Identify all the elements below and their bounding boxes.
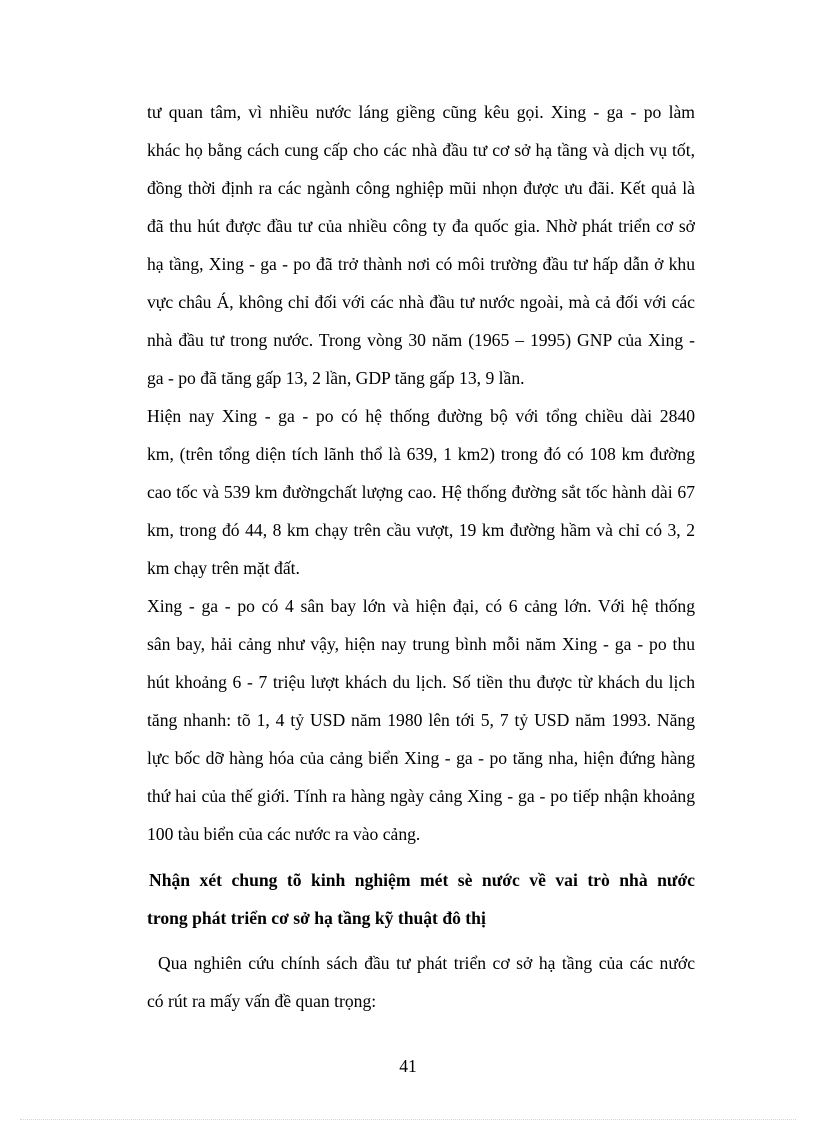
text-line: km chạy trên mặt đất.	[147, 558, 300, 578]
text-line: tư quan tâm, vì nhiều nước láng giềng cũng kêu gọi. Xing - ga - po làm	[147, 102, 695, 122]
text-line: đã thu hút được đầu tư của nhiều công ty đa quốc gia. Nhờ phát triển cơ sở	[147, 216, 695, 236]
heading-line: trong phát triển cơ sở hạ tầng kỹ thuật đô thị	[147, 908, 486, 928]
text-line: sân bay, hải cảng như vậy, hiện nay trung bình mỗi năm Xing - ga - po thu	[147, 634, 695, 654]
text-line: ga - po đã tăng gấp 13, 2 lần, GDP tăng gấp 13, 9 lần.	[147, 368, 525, 388]
text-line: km, (trên tổng diện tích lãnh thổ là 639, 1 km2) trong đó có 108 km đường	[147, 444, 695, 464]
text-line: tăng nhanh: tõ 1, 4 tỷ USD năm 1980 lên tới 5, 7 tỷ USD năm 1993. Năng	[147, 710, 695, 730]
text-line: 100 tàu biển của các nước ra vào cảng.	[147, 824, 421, 844]
page-number: 41	[399, 1056, 417, 1076]
text-line: lực bốc dỡ hàng hóa của cảng biển Xing - ga - po tăng nha, hiện đứng hàng	[147, 748, 695, 768]
text-line: nhà đầu tư trong nước. Trong vòng 30 năm (1965 – 1995) GNP của Xing -	[147, 330, 695, 350]
text-line: Xing - ga - po có 4 sân bay lớn và hiện đại, có 6 cảng lớn. Với hệ thống	[147, 596, 695, 616]
text-line: km, trong đó 44, 8 km chạy trên cầu vượt, 19 km đường hầm và chỉ có 3, 2	[147, 520, 695, 540]
text-line: Qua nghiên cứu chính sách đầu tư phát triển cơ sở hạ tầng của các nước	[158, 953, 695, 973]
footer-divider	[20, 1119, 796, 1120]
text-line: đồng thời định ra các ngành công nghiệp mũi nhọn được ưu đãi. Kết quả là	[147, 178, 695, 198]
text-line: thứ hai của thế giới. Tính ra hàng ngày cảng Xing - ga - po tiếp nhận khoảng	[147, 786, 695, 806]
text-line: hạ tầng, Xing - ga - po đã trở thành nơi có môi trường đầu tư hấp dẫn ở khu	[147, 254, 695, 274]
text-line: Hiện nay Xing - ga - po có hệ thống đường bộ với tổng chiều dài 2840	[147, 406, 695, 426]
text-line: có rút ra mấy vấn đề quan trọng:	[147, 991, 377, 1011]
heading-line: Nhận xét chung tõ kinh nghiệm mét sè nước về vai trò nhà nước	[149, 870, 695, 890]
text-line: vực châu Á, không chỉ đối với các nhà đầu tư nước ngoài, mà cả đối với các	[147, 292, 695, 312]
text-line: khác họ bằng cách cung cấp cho các nhà đầu tư cơ sở hạ tầng và dịch vụ tốt,	[147, 140, 695, 160]
text-line: hút khoảng 6 - 7 triệu lượt khách du lịch. Số tiền thu được từ khách du lịch	[147, 672, 695, 692]
text-line: cao tốc và 539 km đườngchất lượng cao. Hệ thống đường sắt tốc hành dài 67	[147, 482, 695, 502]
